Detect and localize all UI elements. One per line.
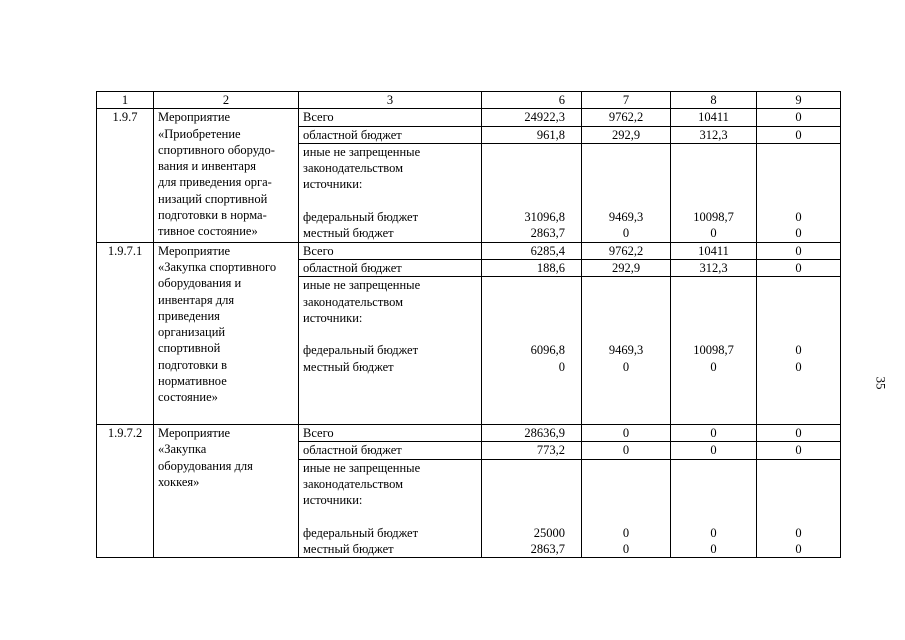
value-cell: 0 (757, 259, 841, 276)
value-line-cell (582, 143, 671, 242)
value-line-cell (757, 143, 841, 242)
section-row-total (97, 109, 841, 126)
source-line: федеральный бюджет (303, 210, 419, 225)
measure-line: состояние» (158, 390, 218, 405)
value-line-cell (582, 277, 671, 425)
value-line (486, 391, 565, 407)
header-cell: 8 (671, 92, 757, 109)
value-line (761, 508, 836, 524)
measure-line (158, 539, 294, 555)
value-line (761, 492, 836, 508)
source-line (303, 375, 477, 391)
value-cell: 6285,4 (482, 242, 582, 259)
source-label: областной бюджет (299, 126, 482, 143)
value-line (675, 508, 752, 524)
measure-line: спортивной (158, 341, 221, 356)
value-line: 0 (622, 525, 630, 540)
measure-line: организаций (158, 325, 226, 340)
measure-description (154, 242, 299, 424)
value-line (761, 294, 836, 310)
value-line: 0 (795, 542, 802, 557)
header-cell: 9 (757, 92, 841, 109)
measure-code: 1.9.7 (97, 109, 154, 242)
value-line (675, 144, 752, 160)
value-line (675, 277, 752, 293)
value-cell: 0 (757, 109, 841, 126)
source-line: местный бюджет (303, 359, 394, 374)
source-line: источники: (303, 493, 363, 508)
section-row-total (97, 242, 841, 259)
value-line (761, 460, 836, 476)
value-line (675, 160, 752, 176)
value-line (761, 375, 836, 391)
value-line (486, 176, 565, 192)
value-line: 25000 (533, 525, 565, 540)
value-line (486, 160, 565, 176)
value-line: 0 (710, 359, 717, 374)
value-line: 9469,3 (608, 343, 644, 358)
source-line (303, 408, 477, 424)
value-line-cell (482, 277, 582, 425)
value-line (675, 476, 752, 492)
measure-line: «Закупка (158, 442, 207, 457)
source-line: иные не запрещенные (303, 144, 421, 159)
measure-line (158, 506, 294, 522)
value-line: 6096,8 (530, 343, 565, 358)
measure-line: низаций спортивной (158, 191, 268, 206)
value-line (675, 310, 752, 326)
value-line: 10098,7 (693, 210, 734, 225)
value-line: 0 (795, 359, 802, 374)
section-row-total (97, 424, 841, 441)
value-line (675, 193, 752, 209)
value-line (675, 492, 752, 508)
value-line-cell (482, 143, 582, 242)
source-line: федеральный бюджет (303, 525, 419, 540)
measure-line: нормативное (158, 374, 227, 389)
value-line (486, 460, 565, 476)
value-line (761, 160, 836, 176)
value-line-cell (671, 143, 757, 242)
value-line: 0 (622, 226, 630, 241)
value-line (675, 408, 752, 424)
value-cell: 0 (757, 424, 841, 441)
measure-line: инвентаря для (158, 292, 235, 307)
value-line: 0 (795, 525, 802, 540)
source-label: областной бюджет (299, 259, 482, 276)
value-line (486, 277, 565, 293)
value-line (675, 460, 752, 476)
value-line (486, 326, 565, 342)
value-line (586, 476, 666, 492)
value-line (586, 492, 666, 508)
value-line (761, 476, 836, 492)
value-cell: 10411 (671, 242, 757, 259)
value-line: 0 (795, 226, 802, 241)
value-line (675, 294, 752, 310)
value-cell: 0 (757, 242, 841, 259)
value-cell: 0 (757, 442, 841, 459)
value-line: 0 (622, 359, 630, 374)
value-cell: 24922,3 (482, 109, 582, 126)
value-line (761, 176, 836, 192)
value-line (486, 476, 565, 492)
value-line (675, 375, 752, 391)
measure-line: спортивного оборудо- (158, 142, 275, 157)
value-line: 0 (710, 226, 717, 241)
value-line (675, 391, 752, 407)
value-line-cell (582, 459, 671, 558)
source-line: иные не запрещенные (303, 278, 421, 293)
value-line-cell (482, 459, 582, 558)
value-line (675, 176, 752, 192)
value-line: 0 (622, 542, 630, 557)
source-line: законодательством (303, 476, 404, 491)
value-line: 0 (795, 343, 802, 358)
source-line: законодательством (303, 161, 404, 176)
value-cell: 773,2 (482, 442, 582, 459)
value-line-cell (671, 459, 757, 558)
source-line-cell (299, 143, 482, 242)
measure-line: «Приобретение (158, 126, 241, 141)
value-line (486, 144, 565, 160)
measure-description (154, 109, 299, 242)
header-cell: 7 (582, 92, 671, 109)
source-line-cell (299, 277, 482, 425)
value-line (586, 375, 666, 391)
value-cell: 961,8 (482, 126, 582, 143)
value-cell: 28636,9 (482, 424, 582, 441)
value-line (586, 176, 666, 192)
value-cell: 9762,2 (582, 242, 671, 259)
value-line (586, 294, 666, 310)
value-cell: 0 (671, 424, 757, 441)
value-line (586, 193, 666, 209)
source-line: местный бюджет (303, 542, 394, 557)
value-line (486, 492, 565, 508)
source-line: законодательством (303, 294, 404, 309)
measure-line: Мероприятие (158, 425, 231, 440)
value-line (586, 408, 666, 424)
value-line (761, 310, 836, 326)
header-cell: 6 (482, 92, 582, 109)
value-line (586, 508, 666, 524)
measure-line: оборудования для (158, 458, 253, 473)
header-cell: 1 (97, 92, 154, 109)
measure-line: вания и инвентаря (158, 159, 256, 174)
source-label: Всего (299, 424, 482, 441)
value-line-cell (757, 277, 841, 425)
header-row (97, 92, 841, 109)
value-line: 0 (710, 525, 717, 540)
value-cell: 312,3 (671, 126, 757, 143)
source-line: источники: (303, 177, 363, 192)
value-line (761, 408, 836, 424)
measure-code: 1.9.7.2 (97, 424, 154, 557)
value-line-cell (757, 459, 841, 558)
value-line (586, 144, 666, 160)
value-line (486, 294, 565, 310)
value-line (486, 193, 565, 209)
value-line: 31096,8 (524, 210, 565, 225)
value-line: 0 (558, 359, 565, 374)
measure-line: хоккея» (158, 474, 200, 489)
value-line (675, 326, 752, 342)
measure-line: тивное состояние» (158, 224, 258, 239)
value-line (761, 193, 836, 209)
source-line (303, 193, 477, 209)
value-line: 10098,7 (693, 343, 734, 358)
value-line: 0 (795, 210, 802, 225)
value-cell: 292,9 (582, 126, 671, 143)
measure-description (154, 424, 299, 557)
value-line (586, 391, 666, 407)
source-line: источники: (303, 310, 363, 325)
value-line: 0 (710, 542, 717, 557)
source-line (303, 508, 477, 524)
measure-line: приведения (158, 308, 220, 323)
value-line (761, 277, 836, 293)
value-line (586, 326, 666, 342)
value-line (486, 310, 565, 326)
measure-line: подготовки в норма- (158, 208, 267, 223)
value-cell: 0 (671, 442, 757, 459)
measure-line (158, 490, 294, 506)
measure-line: «Закупка спортивного (158, 259, 277, 274)
source-line: федеральный бюджет (303, 343, 419, 358)
value-line (761, 391, 836, 407)
measure-line: для приведения орга- (158, 175, 272, 190)
source-line (303, 391, 477, 407)
source-line: местный бюджет (303, 226, 394, 241)
source-line (303, 326, 477, 342)
value-cell: 0 (757, 126, 841, 143)
value-cell: 188,6 (482, 259, 582, 276)
header-cell: 3 (299, 92, 482, 109)
measure-line: подготовки в (158, 357, 228, 372)
measure-line (158, 523, 294, 539)
value-line (486, 508, 565, 524)
source-line-cell (299, 459, 482, 558)
measure-line: оборудования и (158, 276, 242, 291)
header-cell: 2 (154, 92, 299, 109)
value-line (486, 375, 565, 391)
value-cell: 0 (582, 424, 671, 441)
value-line (761, 326, 836, 342)
measure-line: Мероприятие (158, 110, 231, 125)
value-line: 9469,3 (608, 210, 644, 225)
value-line (586, 277, 666, 293)
value-line: 2863,7 (530, 226, 565, 241)
source-label: Всего (299, 242, 482, 259)
source-label: Всего (299, 109, 482, 126)
value-cell: 9762,2 (582, 109, 671, 126)
value-cell: 0 (582, 442, 671, 459)
value-line (586, 460, 666, 476)
value-line (486, 408, 565, 424)
source-label: областной бюджет (299, 442, 482, 459)
measure-line: Мероприятие (158, 243, 231, 258)
value-line (586, 310, 666, 326)
page-number: 35 (873, 376, 889, 390)
value-line: 2863,7 (530, 542, 565, 557)
value-cell: 292,9 (582, 259, 671, 276)
value-line (586, 160, 666, 176)
value-cell: 10411 (671, 109, 757, 126)
budget-table (96, 91, 841, 558)
value-cell: 312,3 (671, 259, 757, 276)
value-line-cell (671, 277, 757, 425)
source-line: иные не запрещенные (303, 460, 421, 475)
measure-code: 1.9.7.1 (97, 242, 154, 424)
value-line (761, 144, 836, 160)
